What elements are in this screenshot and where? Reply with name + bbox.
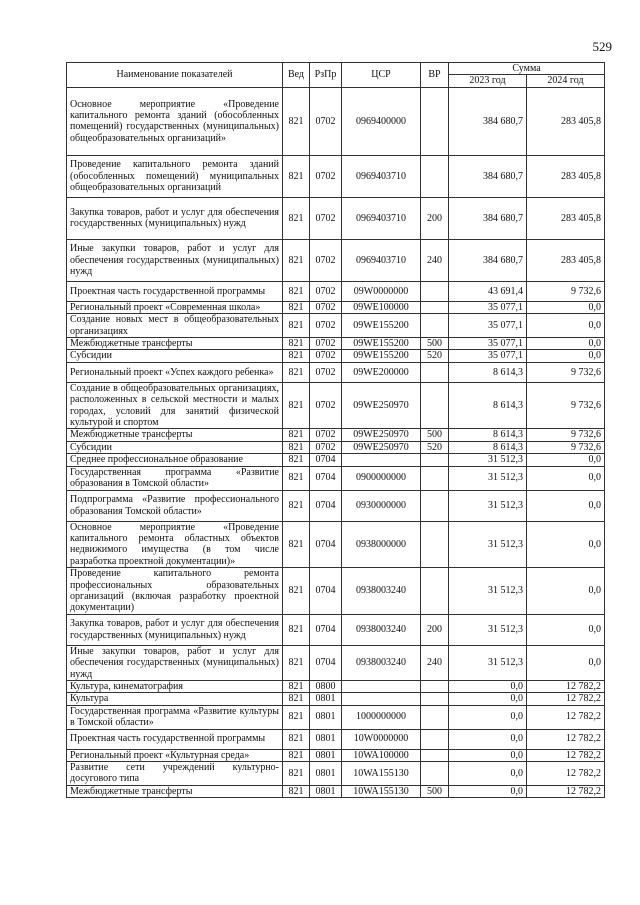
row-ved: 821	[283, 350, 310, 362]
row-csr: 1000000000	[342, 705, 421, 729]
row-ved: 821	[283, 197, 310, 239]
table-row	[67, 362, 605, 382]
row-csr: 09WE155200	[342, 338, 421, 350]
row-csr: 09WE155200	[342, 350, 421, 362]
row-rzpr: 0702	[310, 281, 342, 301]
row-ved: 821	[283, 490, 310, 521]
row-sum-2024: 12 782,2	[527, 762, 605, 786]
row-sum-2024: 0,0	[527, 350, 605, 362]
row-name: Закупка товаров, работ и услуг для обеспечения государственных (муниципальных) нужд	[67, 197, 283, 239]
row-rzpr: 0704	[310, 521, 342, 568]
table-row	[67, 155, 605, 197]
table-row	[67, 645, 605, 680]
row-sum-2024: 283 405,8	[527, 239, 605, 281]
row-csr: 09WE250970	[342, 429, 421, 441]
row-ved: 821	[283, 281, 310, 301]
row-sum-2024: 0,0	[527, 454, 605, 466]
row-rzpr: 0702	[310, 362, 342, 382]
row-rzpr: 0702	[310, 429, 342, 441]
row-vr	[421, 762, 449, 786]
row-ved: 821	[283, 155, 310, 197]
row-csr: 0900000000	[342, 466, 421, 490]
row-sum-2024: 0,0	[527, 568, 605, 615]
row-rzpr: 0704	[310, 490, 342, 521]
row-sum-2024: 0,0	[527, 338, 605, 350]
table-row	[67, 568, 605, 615]
row-vr	[421, 705, 449, 729]
row-rzpr: 0801	[310, 693, 342, 705]
row-ved: 821	[283, 429, 310, 441]
table-header	[67, 63, 605, 88]
row-sum-2023: 35 077,1	[449, 338, 527, 350]
row-sum-2023: 8 614,3	[449, 441, 527, 453]
table-row	[67, 680, 605, 692]
row-name: Региональный проект «Успех каждого ребенка»	[67, 362, 283, 382]
table-body	[67, 87, 605, 797]
table-row	[67, 338, 605, 350]
row-rzpr: 0704	[310, 466, 342, 490]
row-sum-2024: 12 782,2	[527, 749, 605, 761]
row-vr	[421, 155, 449, 197]
row-name: Создание в общеобразовательных организациях, расположенных в сельской местности и малых городах, условий для занятий физической культурой и спортом	[67, 382, 283, 429]
row-sum-2023: 0,0	[449, 680, 527, 692]
table-row	[67, 490, 605, 521]
row-sum-2024: 0,0	[527, 614, 605, 645]
row-ved: 821	[283, 785, 310, 797]
table-row	[67, 614, 605, 645]
row-sum-2024: 283 405,8	[527, 155, 605, 197]
row-ved: 821	[283, 729, 310, 749]
row-sum-2023: 8 614,3	[449, 429, 527, 441]
row-vr: 200	[421, 197, 449, 239]
row-csr	[342, 454, 421, 466]
row-vr	[421, 314, 449, 338]
row-ved: 821	[283, 762, 310, 786]
row-rzpr: 0801	[310, 762, 342, 786]
row-sum-2023: 43 691,4	[449, 281, 527, 301]
row-sum-2023: 0,0	[449, 762, 527, 786]
row-sum-2023: 8 614,3	[449, 382, 527, 429]
row-csr: 0938003240	[342, 614, 421, 645]
header-vr: ВР	[421, 63, 449, 88]
row-rzpr: 0704	[310, 568, 342, 615]
row-name: Субсидии	[67, 350, 283, 362]
row-sum-2024: 283 405,8	[527, 197, 605, 239]
row-ved: 821	[283, 382, 310, 429]
row-rzpr: 0702	[310, 87, 342, 155]
row-sum-2024: 0,0	[527, 521, 605, 568]
row-sum-2023: 0,0	[449, 749, 527, 761]
row-name: Культура	[67, 693, 283, 705]
row-name: Региональный проект «Культурная среда»	[67, 749, 283, 761]
row-sum-2024: 0,0	[527, 645, 605, 680]
row-vr: 240	[421, 645, 449, 680]
row-ved: 821	[283, 239, 310, 281]
row-name: Подпрограмма «Развитие профессионального образования Томской области»	[67, 490, 283, 521]
row-ved: 821	[283, 338, 310, 350]
row-rzpr: 0702	[310, 197, 342, 239]
row-vr	[421, 382, 449, 429]
row-name: Субсидии	[67, 441, 283, 453]
row-name: Основное мероприятие «Проведение капитального ремонта зданий (обособленных помещений) государственных (муниципальных) общеобразовательных организаций»	[67, 87, 283, 155]
row-sum-2024: 12 782,2	[527, 693, 605, 705]
row-name: Проведение капитального ремонта профессиональных образовательных организаций (включая разработку проектной документации)	[67, 568, 283, 615]
table-row	[67, 239, 605, 281]
row-sum-2023: 384 680,7	[449, 155, 527, 197]
row-sum-2023: 35 077,1	[449, 314, 527, 338]
row-sum-2024: 12 782,2	[527, 680, 605, 692]
row-sum-2023: 35 077,1	[449, 350, 527, 362]
row-vr: 520	[421, 441, 449, 453]
row-name: Закупка товаров, работ и услуг для обеспечения государственных (муниципальных) нужд	[67, 614, 283, 645]
header-rzpr: РзПр	[310, 63, 342, 88]
row-rzpr: 0702	[310, 155, 342, 197]
row-sum-2023: 8 614,3	[449, 362, 527, 382]
row-csr: 09WE100000	[342, 301, 421, 313]
row-sum-2023: 31 512,3	[449, 568, 527, 615]
row-csr: 09WE155200	[342, 314, 421, 338]
row-name: Проведение капитального ремонта зданий (обособленных помещений) муниципальных общеобразовательных организаций	[67, 155, 283, 197]
row-name: Основное мероприятие «Проведение капитального ремонта областных объектов недвижимого имущества (в том числе разработка проектной документации)»	[67, 521, 283, 568]
row-rzpr: 0702	[310, 314, 342, 338]
row-name: Государственная программа «Развитие культуры в Томской области»	[67, 705, 283, 729]
table-row	[67, 466, 605, 490]
row-rzpr: 0702	[310, 382, 342, 429]
row-csr: 0969403710	[342, 239, 421, 281]
table-row	[67, 350, 605, 362]
row-vr	[421, 693, 449, 705]
table-row	[67, 382, 605, 429]
table-row	[67, 314, 605, 338]
table-row	[67, 521, 605, 568]
row-csr: 09WE250970	[342, 441, 421, 453]
row-sum-2023: 31 512,3	[449, 645, 527, 680]
row-name: Межбюджетные трансферты	[67, 429, 283, 441]
row-ved: 821	[283, 680, 310, 692]
header-year-2023: 2023 год	[449, 75, 527, 87]
row-ved: 821	[283, 614, 310, 645]
row-rzpr: 0704	[310, 614, 342, 645]
row-sum-2024: 0,0	[527, 314, 605, 338]
table-row	[67, 441, 605, 453]
row-csr: 0938003240	[342, 645, 421, 680]
row-csr: 10WA155130	[342, 762, 421, 786]
row-rzpr: 0800	[310, 680, 342, 692]
table-row	[67, 197, 605, 239]
table-row	[67, 429, 605, 441]
row-csr: 10WA155130	[342, 785, 421, 797]
row-vr	[421, 680, 449, 692]
row-csr	[342, 693, 421, 705]
row-vr: 500	[421, 429, 449, 441]
row-name: Развитие сети учреждений культурно-досугового типа	[67, 762, 283, 786]
row-name: Иные закупки товаров, работ и услуг для обеспечения государственных (муниципальных) нужд	[67, 239, 283, 281]
row-rzpr: 0801	[310, 749, 342, 761]
row-name: Иные закупки товаров, работ и услуг для обеспечения государственных (муниципальных) нужд	[67, 645, 283, 680]
row-vr	[421, 749, 449, 761]
row-sum-2023: 384 680,7	[449, 197, 527, 239]
row-rzpr: 0702	[310, 350, 342, 362]
row-csr: 0969400000	[342, 87, 421, 155]
row-csr: 0969403710	[342, 155, 421, 197]
row-rzpr: 0702	[310, 338, 342, 350]
row-sum-2024: 12 782,2	[527, 705, 605, 729]
row-vr: 500	[421, 785, 449, 797]
row-ved: 821	[283, 454, 310, 466]
row-sum-2023: 31 512,3	[449, 521, 527, 568]
row-csr: 0930000000	[342, 490, 421, 521]
row-ved: 821	[283, 441, 310, 453]
row-ved: 821	[283, 87, 310, 155]
row-vr	[421, 281, 449, 301]
row-vr	[421, 301, 449, 313]
row-rzpr: 0702	[310, 239, 342, 281]
row-sum-2024: 283 405,8	[527, 87, 605, 155]
row-ved: 821	[283, 521, 310, 568]
row-sum-2024: 9 732,6	[527, 362, 605, 382]
row-sum-2024: 0,0	[527, 301, 605, 313]
row-sum-2024: 0,0	[527, 490, 605, 521]
row-vr	[421, 729, 449, 749]
row-sum-2023: 0,0	[449, 729, 527, 749]
row-csr: 0938003240	[342, 568, 421, 615]
table-row	[67, 301, 605, 313]
row-ved: 821	[283, 568, 310, 615]
row-ved: 821	[283, 693, 310, 705]
row-vr	[421, 466, 449, 490]
row-vr: 500	[421, 338, 449, 350]
row-rzpr: 0702	[310, 441, 342, 453]
row-ved: 821	[283, 645, 310, 680]
header-year-2024: 2024 год	[527, 75, 605, 87]
table-row	[67, 785, 605, 797]
row-sum-2023: 384 680,7	[449, 87, 527, 155]
row-ved: 821	[283, 314, 310, 338]
row-rzpr: 0702	[310, 301, 342, 313]
row-vr	[421, 568, 449, 615]
row-csr: 09WE200000	[342, 362, 421, 382]
row-name: Государственная программа «Развитие образования в Томской области»	[67, 466, 283, 490]
row-rzpr: 0801	[310, 785, 342, 797]
row-rzpr: 0704	[310, 454, 342, 466]
header-sum: Сумма	[449, 63, 605, 75]
row-ved: 821	[283, 466, 310, 490]
row-ved: 821	[283, 362, 310, 382]
row-sum-2024: 12 782,2	[527, 785, 605, 797]
row-csr: 0938000000	[342, 521, 421, 568]
row-vr	[421, 87, 449, 155]
row-name: Среднее профессиональное образование	[67, 454, 283, 466]
row-sum-2023: 384 680,7	[449, 239, 527, 281]
row-sum-2023: 0,0	[449, 693, 527, 705]
row-name: Создание новых мест в общеобразовательных организациях	[67, 314, 283, 338]
row-vr: 200	[421, 614, 449, 645]
row-csr	[342, 680, 421, 692]
row-sum-2024: 9 732,6	[527, 281, 605, 301]
row-sum-2023: 35 077,1	[449, 301, 527, 313]
row-ved: 821	[283, 705, 310, 729]
table-row	[67, 705, 605, 729]
row-name: Культура, кинематография	[67, 680, 283, 692]
row-name: Региональный проект «Современная школа»	[67, 301, 283, 313]
row-ved: 821	[283, 301, 310, 313]
row-vr	[421, 521, 449, 568]
row-sum-2023: 31 512,3	[449, 490, 527, 521]
budget-table	[66, 62, 605, 798]
table-row	[67, 749, 605, 761]
row-vr: 520	[421, 350, 449, 362]
header-csr: ЦСР	[342, 63, 421, 88]
row-ved: 821	[283, 749, 310, 761]
row-sum-2024: 12 782,2	[527, 729, 605, 749]
row-csr: 0969403710	[342, 197, 421, 239]
row-vr	[421, 362, 449, 382]
header-name: Наименование показателей	[67, 63, 283, 88]
row-csr: 10W0000000	[342, 729, 421, 749]
row-name: Межбюджетные трансферты	[67, 338, 283, 350]
row-name: Проектная часть государственной программы	[67, 729, 283, 749]
table-row	[67, 693, 605, 705]
table-row	[67, 762, 605, 786]
row-sum-2023: 31 512,3	[449, 454, 527, 466]
row-rzpr: 0704	[310, 645, 342, 680]
row-csr: 09WE250970	[342, 382, 421, 429]
header-ved: Вед	[283, 63, 310, 88]
row-csr: 10WA100000	[342, 749, 421, 761]
row-rzpr: 0801	[310, 729, 342, 749]
row-vr	[421, 454, 449, 466]
row-sum-2023: 31 512,3	[449, 614, 527, 645]
table-row	[67, 87, 605, 155]
table-row	[67, 281, 605, 301]
row-csr: 09W0000000	[342, 281, 421, 301]
row-rzpr: 0801	[310, 705, 342, 729]
row-name: Межбюджетные трансферты	[67, 785, 283, 797]
page-number: 529	[592, 39, 612, 54]
table-row	[67, 454, 605, 466]
row-vr	[421, 490, 449, 521]
row-name: Проектная часть государственной программы	[67, 281, 283, 301]
row-sum-2023: 0,0	[449, 705, 527, 729]
row-sum-2024: 9 732,6	[527, 441, 605, 453]
row-sum-2024: 9 732,6	[527, 382, 605, 429]
row-sum-2024: 9 732,6	[527, 429, 605, 441]
row-sum-2023: 0,0	[449, 785, 527, 797]
row-sum-2024: 0,0	[527, 466, 605, 490]
row-sum-2023: 31 512,3	[449, 466, 527, 490]
row-vr: 240	[421, 239, 449, 281]
table-row	[67, 729, 605, 749]
